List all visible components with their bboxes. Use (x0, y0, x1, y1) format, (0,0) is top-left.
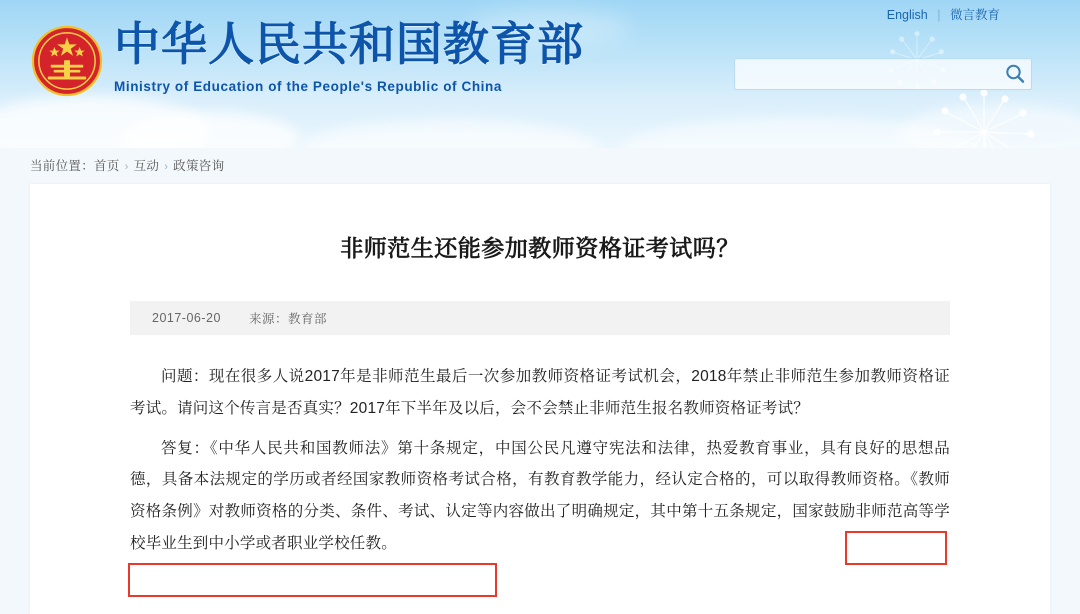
article-source: 来源：教育部 (248, 312, 327, 326)
breadcrumb-arrow-icon: › (124, 161, 129, 173)
search-input[interactable] (743, 59, 997, 89)
site-title (114, 19, 584, 94)
article-card (30, 184, 1050, 614)
article-meta-bar (130, 301, 950, 335)
search-icon[interactable] (1003, 62, 1027, 86)
breadcrumb-item-home[interactable]: 首页 (94, 159, 120, 173)
article-paragraph-answer: 答复：《中华人民共和国教师法》第十条规定，中国公民凡遵守宪法和法律，热爱教育事业，具有良好的思想品德，具备本法规定的学历或者经国家教师资格考试合格，有教育教学能力，经认定合格的，可以取得教师资格。《教师资格条例》对教师资格的分类、条件、考试、认定等内容做出了明确规定，其中第十五条规定，国家鼓励非师范高等学校毕业生到中小学或者职业学校任教。 (130, 439, 950, 552)
breadcrumb (30, 156, 224, 174)
breadcrumb-item-interaction[interactable]: 互动 (133, 159, 160, 173)
site-title-en: Ministry of Education of the People's Republic of China (114, 79, 502, 94)
breadcrumb-prefix: 当前位置： (30, 159, 95, 173)
site-header (0, 0, 1080, 148)
top-links (881, 5, 1006, 23)
article-body (130, 361, 950, 560)
article-date: 2017-06-20 (152, 311, 221, 325)
breadcrumb-item-policy-consult[interactable]: 政策咨询 (173, 159, 225, 173)
article-paragraph-question: 问题：现在很多人说2017年是非师范生最后一次参加教师资格证考试机会，2018年禁止非师范生参加教师资格证考试。请问这个传言是否真实？2017年下半年及以后，会不会禁止非师范生报名教师资格证考试？ (130, 368, 950, 417)
breadcrumb-arrow-icon: › (164, 161, 169, 173)
national-emblem-icon (30, 24, 104, 98)
page-title: 非师范生还能参加教师资格证考试吗？ (340, 235, 740, 261)
link-english[interactable]: English (886, 8, 928, 22)
site-title-cn: 中华人民共和国教育部 (114, 19, 584, 70)
cloud-decoration (300, 120, 600, 148)
link-weiyan-jiaoyu[interactable]: 微言教育 (949, 8, 1000, 22)
search-box[interactable] (734, 58, 1032, 90)
top-links-separator: | (937, 8, 941, 22)
cloud-decoration (900, 104, 1080, 148)
